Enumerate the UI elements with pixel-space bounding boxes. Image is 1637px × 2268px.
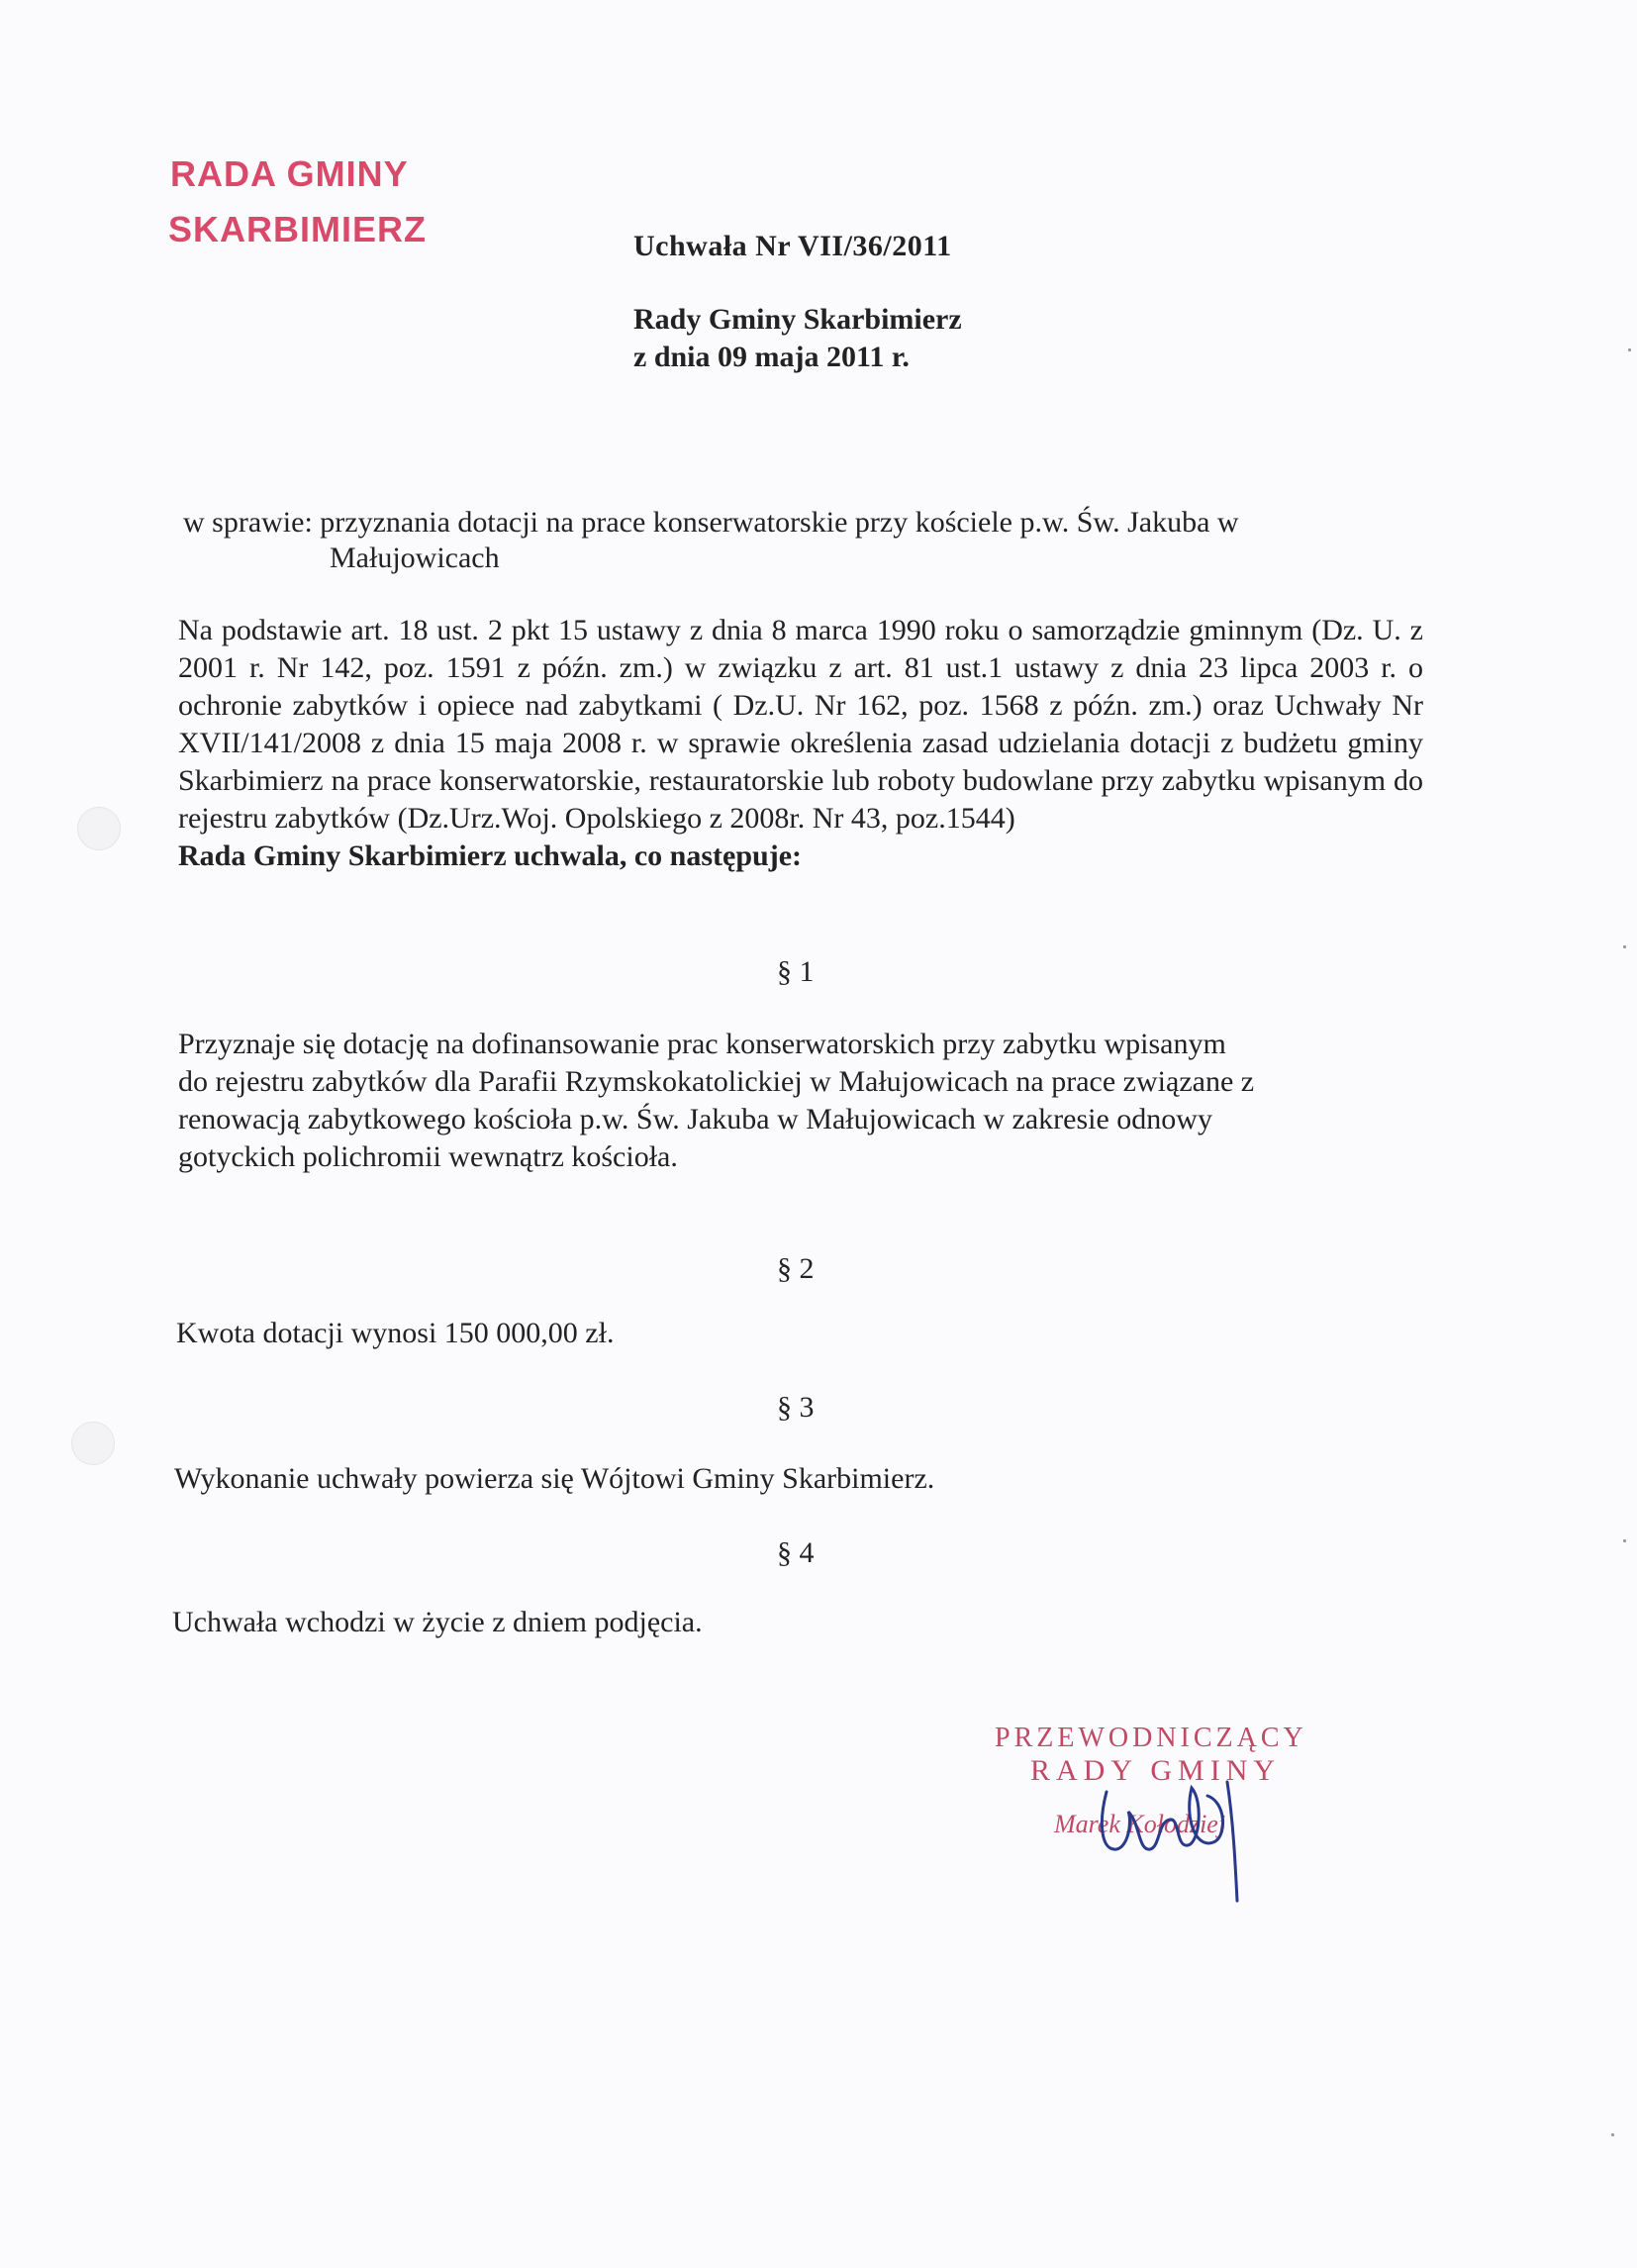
resolution-issuer: Rady Gminy Skarbimierz	[633, 303, 962, 336]
section-3-text: Wykonanie uchwały powierza się Wójtowi Gminy Skarbimierz.	[174, 1462, 935, 1495]
stamp-line-1: RADA GMINY	[170, 153, 409, 194]
resolution-subject	[183, 505, 1371, 576]
section-2-mark: § 2	[777, 1252, 815, 1285]
section-3-mark: § 3	[777, 1391, 815, 1424]
handwritten-signature	[1089, 1762, 1257, 1911]
punch-hole	[77, 807, 121, 850]
stamp-name: Marek Kołodziej	[1054, 1810, 1226, 1838]
resolves-line: Rada Gminy Skarbimierz uchwala, co następuje:	[178, 839, 802, 872]
signature-stroke	[1102, 1788, 1222, 1849]
subject-line-1: w sprawie: przyznania dotacji na prace konserwatorskie przy kościele p.w. Św. Jakuba w	[183, 506, 1239, 539]
resolution-date: z dnia 09 maja 2011 r.	[633, 341, 910, 373]
resolution-title	[633, 228, 962, 376]
punch-hole	[71, 1422, 115, 1465]
stamp-title: PRZEWODNICZĄCY	[995, 1723, 1307, 1753]
legal-basis	[178, 612, 1423, 875]
resolution-number: Uchwała Nr VII/36/2011	[633, 230, 952, 262]
council-header-stamp	[170, 147, 427, 257]
section-1-line: gotyckich polichromii wewnątrz kościoła.	[178, 1140, 678, 1173]
section-1-line: Przyznaje się dotację na dofinansowanie prac konserwatorskich przy zabytku wpisanym	[178, 1028, 1226, 1060]
section-1-text	[178, 1026, 1425, 1176]
section-1-line: renowacją zabytkowego kościoła p.w. Św. Jakuba w Małujowicach w zakresie odnowy	[178, 1103, 1212, 1135]
section-1-line: do rejestru zabytków dla Parafii Rzymskokatolickiej w Małujowicach na prace związane z	[178, 1065, 1255, 1098]
section-4-mark: § 4	[777, 1536, 815, 1569]
scan-speck	[1623, 1539, 1626, 1542]
section-1-mark: § 1	[777, 955, 815, 988]
section-4-text: Uchwała wchodzi w życie z dniem podjęcia.	[172, 1606, 703, 1638]
section-2-text: Kwota dotacji wynosi 150 000,00 zł.	[176, 1317, 615, 1349]
scan-speck	[1623, 945, 1626, 948]
signature-stroke	[1227, 1782, 1237, 1901]
scan-speck	[1611, 2133, 1614, 2136]
scan-speck	[1628, 348, 1631, 351]
stamp-council: RADY GMINY	[1030, 1754, 1282, 1787]
subject-line-2: Małujowicach	[330, 542, 500, 574]
legal-basis-text: Na podstawie art. 18 ust. 2 pkt 15 ustawy z dnia 8 marca 1990 roku o samorządzie gminnym (Dz. U. z 2001 r. Nr 142, poz. 1591 z późn. zm.) w związku z art. 81 ust.1 ustawy z dnia 23 lipca 2003 r. o ochronie zabytków i opiece nad zabytkami ( Dz.U. Nr 162, poz. 1568 z późn. zm.) oraz Uchwały Nr XVII/141/2008 z dnia 15 maja 2008 r. w sprawie określenia zasad udzielania dotacji z budżetu gminy Skarbimierz na prace konserwatorskie, restauratorskie lub roboty budowlane przy zabytku wpisanym do rejestru zabytków (Dz.Urz.Woj. Opolskiego z 2008r. Nr 43, poz.1544)	[178, 614, 1423, 835]
stamp-line-2: SKARBIMIERZ	[168, 209, 427, 249]
